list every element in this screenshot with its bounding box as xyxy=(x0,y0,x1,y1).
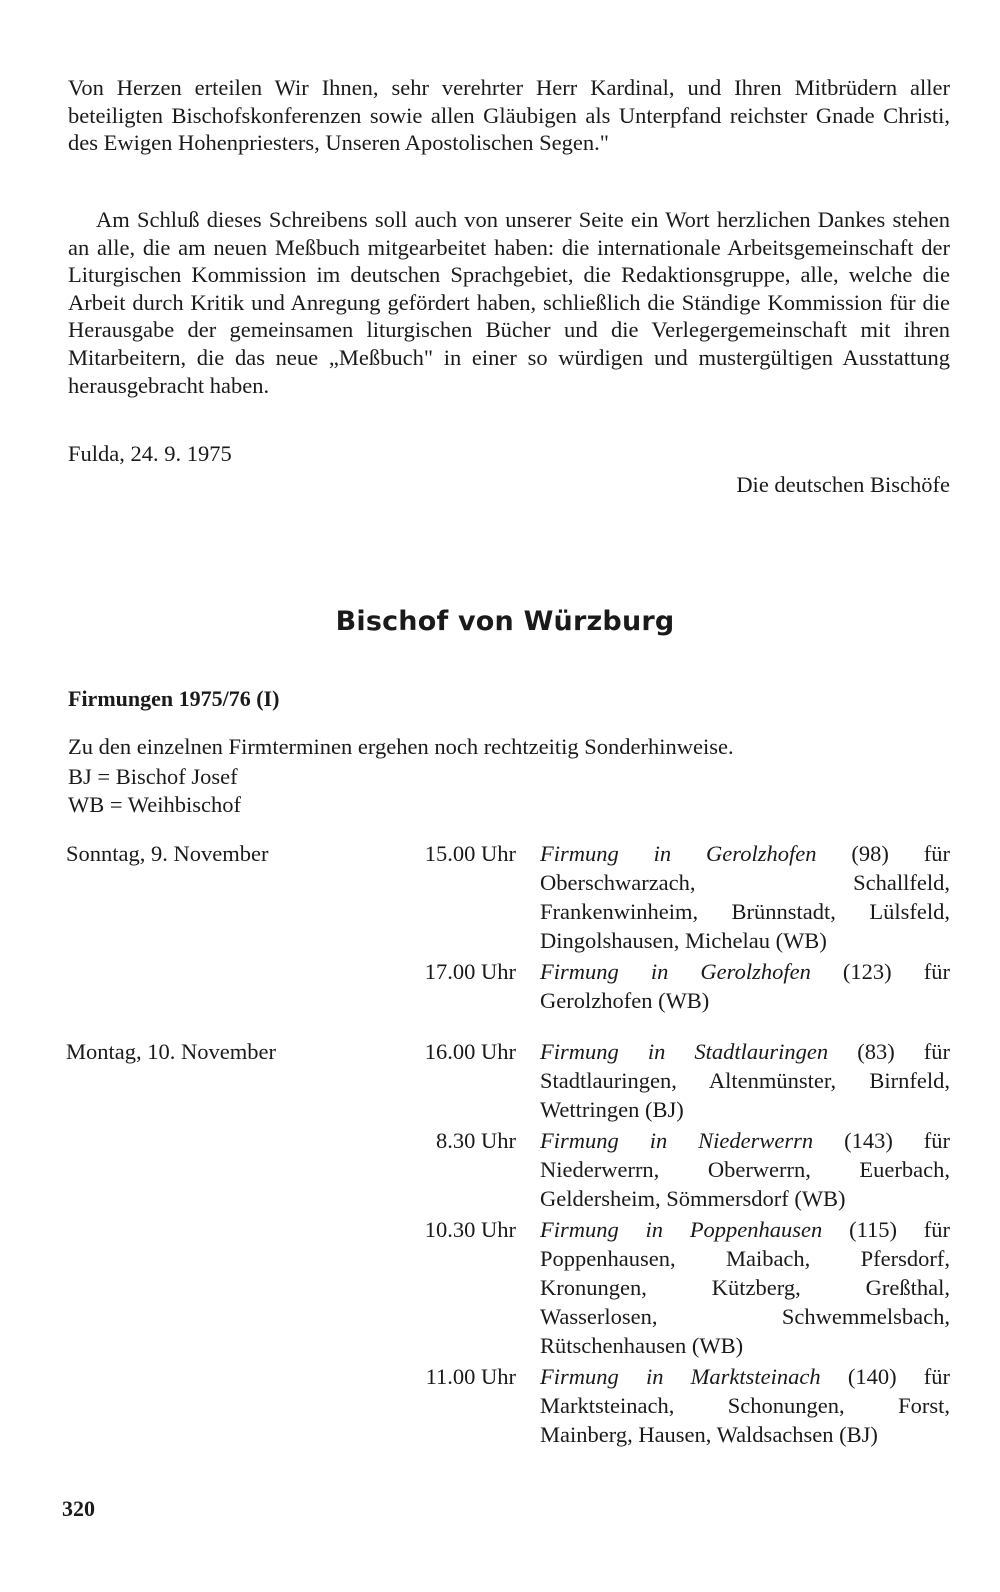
schedule-day: Sonntag, 9. November xyxy=(66,841,269,866)
schedule-details: (123) für Gerolzhofen (WB) xyxy=(540,959,950,1013)
schedule-description xyxy=(540,1037,950,1124)
schedule-event: Firmung in Poppenhausen xyxy=(540,1217,823,1242)
schedule-day: Montag, 10. November xyxy=(66,1039,276,1064)
schedule-description xyxy=(540,1126,950,1213)
schedule-event: Firmung in Gerolzhofen xyxy=(540,841,817,866)
signature: Die deutschen Bischöfe xyxy=(736,472,950,497)
schedule-description xyxy=(540,957,950,1015)
schedule-time: 17.00 Uhr xyxy=(424,959,516,984)
schedule-row xyxy=(0,839,1000,955)
schedule-details: (115) für Poppenhausen, Maibach, Pfersdorf, Kronungen, Kützberg, Greßthal, Wasserlosen, Schwemmelsbach, Rütschenhausen (WB) xyxy=(540,1217,950,1358)
schedule-description xyxy=(540,1215,950,1360)
schedule-description xyxy=(540,1362,950,1449)
schedule-event: Firmung in Niederwerrn xyxy=(540,1128,814,1153)
schedule-event: Firmung in Marktsteinach xyxy=(540,1364,821,1389)
schedule-row xyxy=(0,1362,1000,1449)
blessing-paragraph: Von Herzen erteilen Wir Ihnen, sehr verehrter Herr Kardinal, und Ihren Mitbrüdern aller beteiligten Bischofskonferenzen sowie allen Gläubigen als Unterpfand reichster Gnade Christi, des Ewigen Hohenpriesters, Unseren Apostolischen Segen." xyxy=(68,75,950,156)
schedule-row xyxy=(0,1126,1000,1213)
page-number: 320 xyxy=(62,1496,95,1521)
schedule-time: 10.30 Uhr xyxy=(424,1217,516,1242)
schedule-details: (98) für Oberschwarzach, Schallfeld, Frankenwinheim, Brünnstadt, Lülsfeld, Dingolshausen, Michelau (WB) xyxy=(540,841,950,953)
schedule-row xyxy=(0,1215,1000,1360)
subheading: Firmungen 1975/76 (I) xyxy=(68,686,280,711)
schedule-details: (83) für Stadtlauringen, Altenmünster, Birnfeld, Wettringen (BJ) xyxy=(540,1039,950,1122)
section-heading: Bischof von Würzburg xyxy=(335,606,675,637)
schedule-time: 8.30 Uhr xyxy=(436,1128,516,1153)
confirmation-schedule xyxy=(0,839,1000,1451)
dateline: Fulda, 24. 9. 1975 xyxy=(68,441,232,466)
abbreviation-bj: BJ = Bischof Josef xyxy=(68,764,238,789)
schedule-description xyxy=(540,839,950,955)
abbreviation-wb: WB = Weihbischof xyxy=(68,792,241,817)
thanks-paragraph: Am Schluß dieses Schreibens soll auch von unserer Seite ein Wort herzlichen Dankes stehen an alle, die am neuen Meßbuch mitgearbeitet haben: die internationale Arbeitsgemeinschaft der Liturgischen Kommission im deutschen Sprachgebiet, die Redaktionsgruppe, alle, welche die Arbeit durch Kritik und Anregung gefördert haben, schließlich die Ständige Kommission für die Herausgabe der gemeinsamen liturgischen Bücher und die Verlegergemeinschaft mit ihren Mitarbeitern, die das neue „Meßbuch" in einer so würdigen und mustergültigen Ausstattung herausgebracht haben. xyxy=(68,207,950,398)
schedule-time: 16.00 Uhr xyxy=(424,1039,516,1064)
schedule-details: (143) für Niederwerrn, Oberwerrn, Euerbach, Geldersheim, Sömmersdorf (WB) xyxy=(540,1128,950,1211)
schedule-time: 11.00 Uhr xyxy=(425,1364,516,1389)
schedule-time: 15.00 Uhr xyxy=(424,841,516,866)
schedule-event: Firmung in Stadtlauringen xyxy=(540,1039,829,1064)
schedule-details: (140) für Marktsteinach, Schonungen, Forst, Mainberg, Hausen, Waldsachsen (BJ) xyxy=(540,1364,950,1447)
intro-text: Zu den einzelnen Firmterminen ergehen noch rechtzeitig Sonderhinweise. xyxy=(68,734,734,759)
schedule-row xyxy=(0,1037,1000,1124)
schedule-event: Firmung in Gerolzhofen xyxy=(540,959,811,984)
schedule-row xyxy=(0,957,1000,1015)
